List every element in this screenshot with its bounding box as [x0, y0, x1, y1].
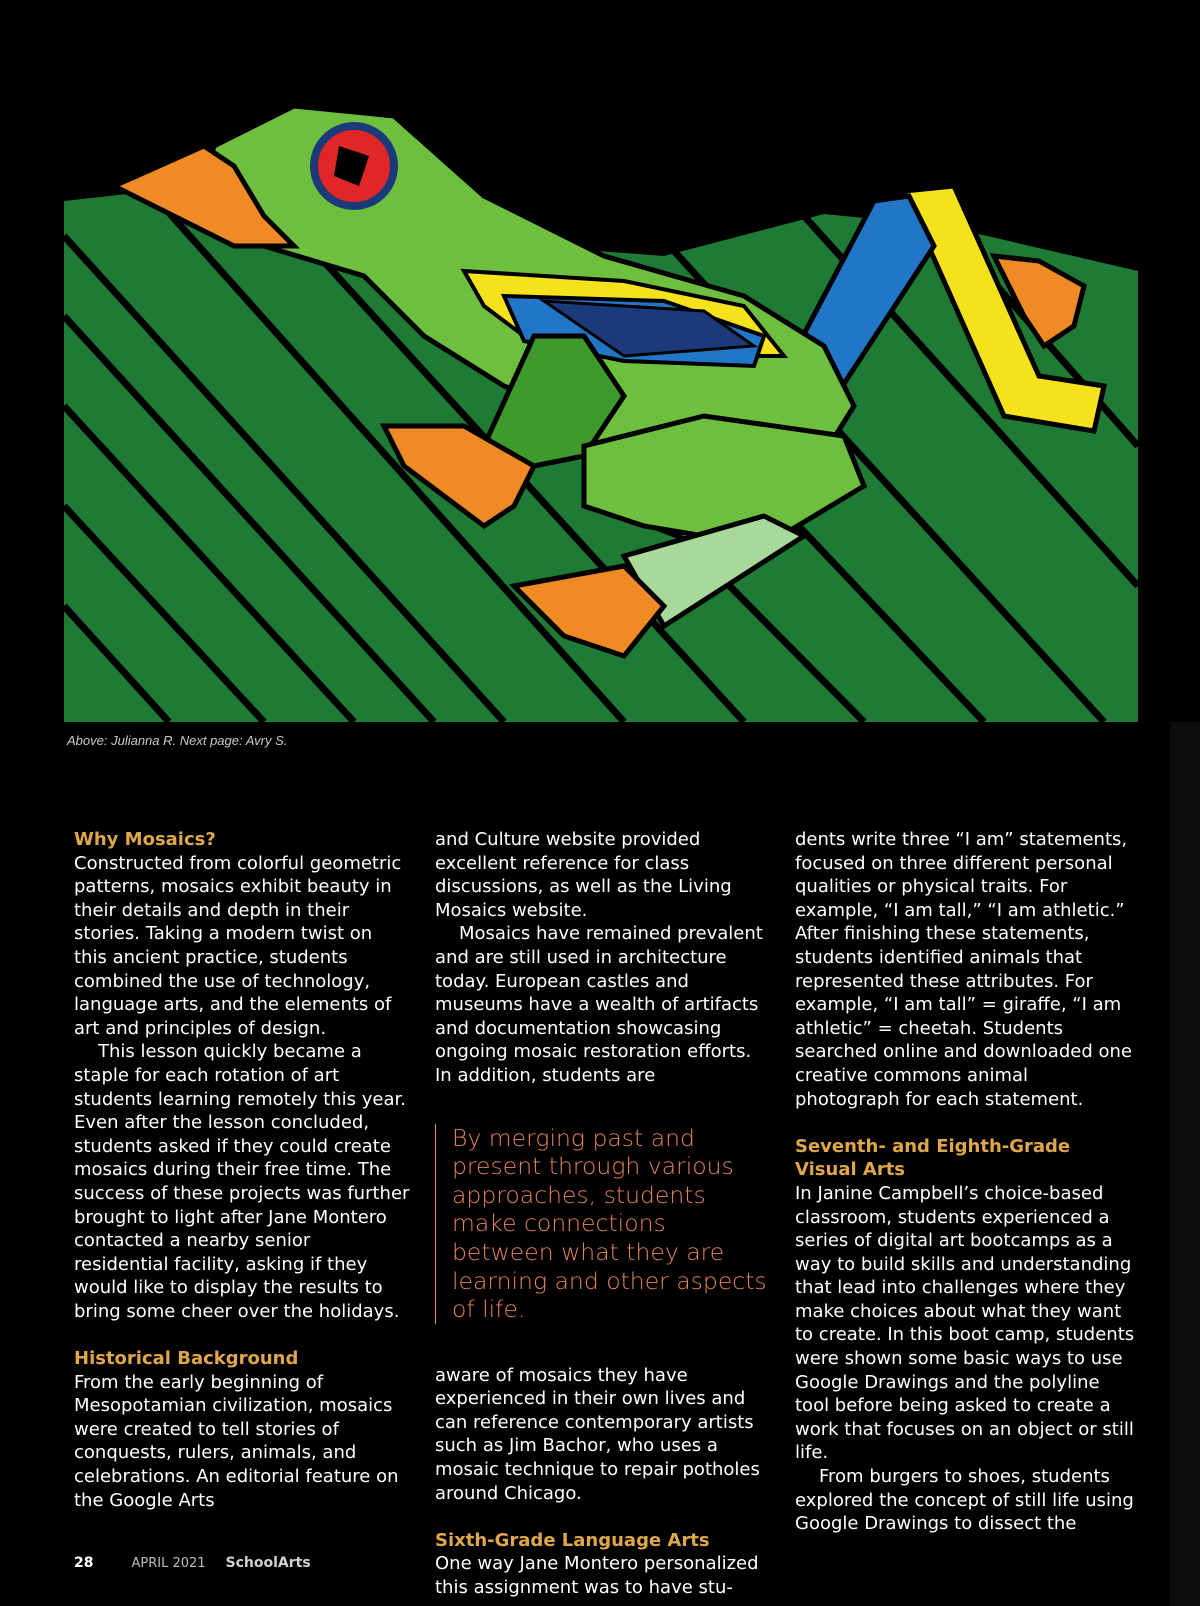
article-column-2 [435, 828, 771, 1600]
magazine-name: SchoolArts [225, 1555, 311, 1571]
issue-date: APRIL 2021 [131, 1556, 206, 1571]
heading-historical-background: Historical Background [74, 1348, 299, 1370]
page-footer [74, 1555, 311, 1571]
paragraph: From the early beginning of Mesopotamian civilization, mosaics were created to tell stories of conquests, rulers, animals, and celebrations. An editorial feature on the Google Arts [74, 1371, 399, 1511]
image-caption: Above: Julianna R. Next page: Avry S. [67, 733, 288, 748]
paragraph: In Janine Campbell’s choice-based classroom, students experienced a series of digital art bootcamps as a way to build skills and understanding that lead into challenges where they make choices about what they want to create. In this boot camp, students were shown some basic ways to use Google Drawings and the polyline tool before being asked to create a work that focuses on an object or still life. [795, 1182, 1135, 1464]
paragraph: From burgers to shoes, students explored the concept of still life using Google Drawings to dissect the [795, 1466, 1134, 1535]
frog-mosaic-svg [64, 86, 1138, 722]
paragraph: Mosaics have remained prevalent and are still used in architecture today. European castles and museums have a wealth of artifacts and documentation showcasing ongoing mosaic restoration efforts. In addition, students are [435, 923, 763, 1086]
heading-sixth-grade: Sixth-Grade Language Arts [435, 1529, 710, 1551]
paragraph: This lesson quickly became a staple for each rotation of art students learning remotely this year. Even after the lesson concluded, students asked if they could create mosaics during their free time. The success of these projects was further brought to light after Jane Montero contacted a nearby senior residential facility, asking if they would like to display the results to bring some cheer over the holidays. [74, 1041, 410, 1322]
pull-quote: By merging past and present through various approaches, students make connections between what they are learning and other aspects of life. [435, 1124, 771, 1324]
page-number: 28 [74, 1555, 94, 1571]
heading-why-mosaics: Why Mosaics? [74, 829, 216, 850]
paragraph: Constructed from colorful geometric patterns, mosaics exhibit beauty in their details and depth in their stories. Taking a modern twist on this ancient practice, students combined the use of technology, language arts, and the elements of art and principles of design. [74, 852, 402, 1039]
article-column-1 [74, 828, 410, 1512]
paragraph: One way Jane Montero personalized this assignment was to have stu- [435, 1553, 759, 1599]
article-column-3 [795, 828, 1135, 1536]
heading-seventh-eighth-grade: Seventh- and Eighth-Grade Visual Arts [795, 1135, 1071, 1181]
paragraph: aware of mosaics they have experienced in their own lives and can reference contemporary artists such as Jim Bachor, who uses a mosaic technique to repair potholes around Chicago. [435, 1364, 760, 1504]
paragraph: dents write three “I am” statements, focused on three different personal qualities or physical traits. For example, “I am tall,” “I am athletic.” After finishing these statements, students identified animals that represented these attributes. For example, “I am tall” = giraffe, “I am athletic” = cheetah. Students searched online and downloaded one creative commons animal photograph for each statement. [795, 829, 1132, 1110]
paragraph: and Culture website provided excellent reference for class discussions, as well as the Living Mosaics website. [435, 829, 732, 921]
page-edge-strip [1170, 722, 1200, 1606]
frog-mosaic-artwork [64, 86, 1138, 722]
